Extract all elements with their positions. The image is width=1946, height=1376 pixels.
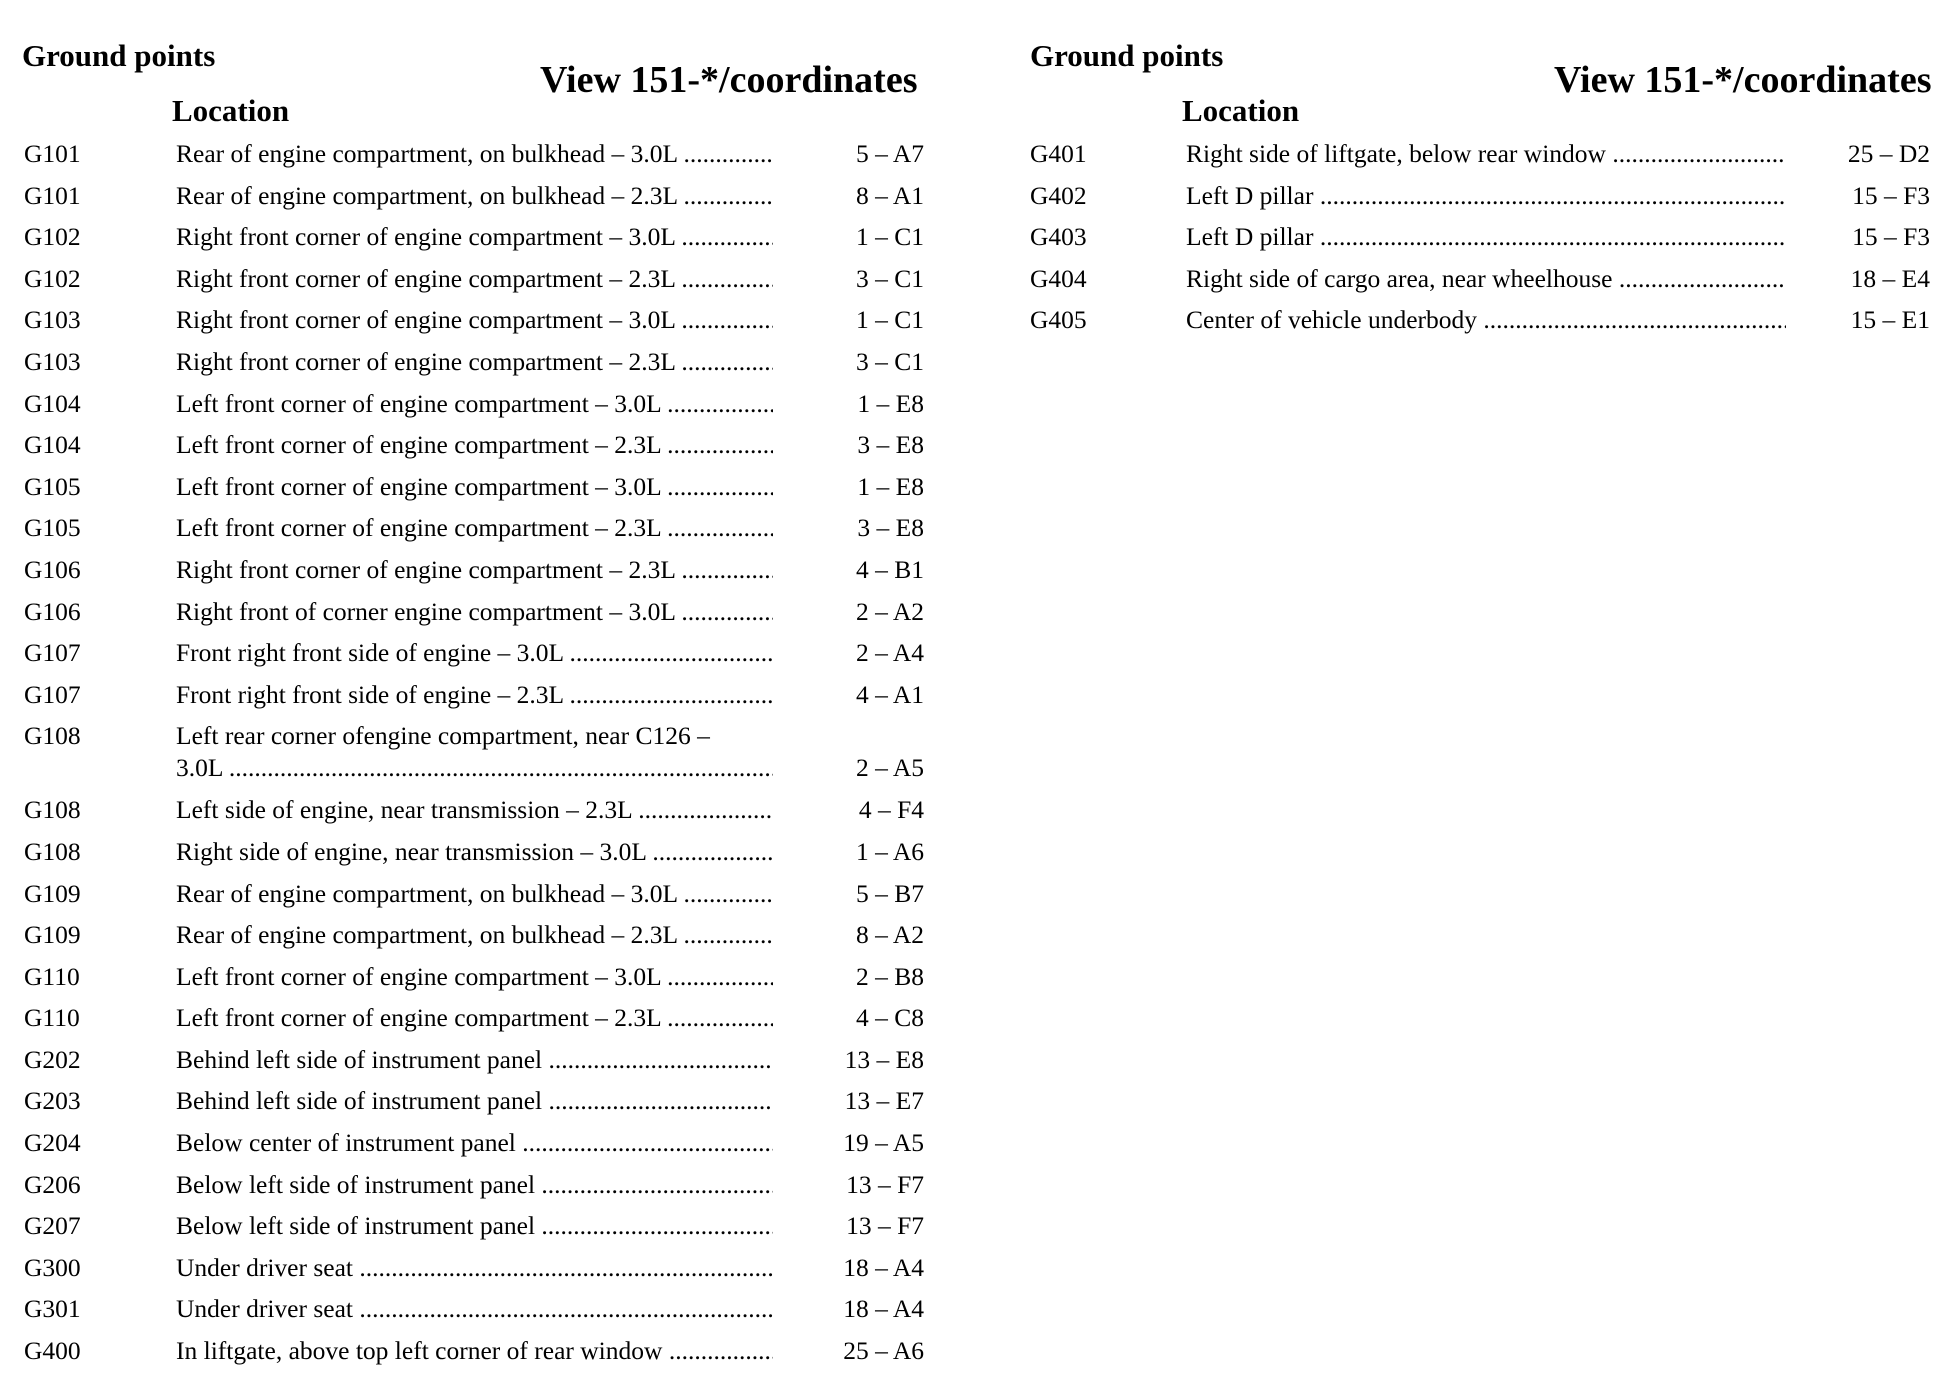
coordinate-value: 5 – B7 bbox=[855, 878, 924, 908]
ground-id: G103 bbox=[24, 346, 81, 376]
ground-id: G105 bbox=[24, 513, 81, 543]
ground-id: G401 bbox=[1030, 139, 1087, 168]
coordinate-value: 2 – B8 bbox=[855, 961, 924, 991]
table-row bbox=[0, 1164, 940, 1206]
table-row bbox=[0, 632, 940, 674]
location-heading: Location bbox=[1182, 93, 1300, 128]
ground-id: G108 bbox=[24, 795, 81, 825]
location-text: 3.0L ..... bbox=[176, 747, 773, 789]
location-text: Below left side of instrument panel ..... bbox=[176, 1205, 773, 1247]
ground-id: G109 bbox=[24, 878, 81, 908]
location-text: Left front corner of engine compartment – 2.3L ..... bbox=[176, 507, 773, 549]
location-text: Rear of engine compartment, on bulkhead – 3.0L ..... bbox=[176, 873, 773, 915]
location-text: Right side of liftgate, below rear window ..... bbox=[1186, 133, 1786, 175]
ground-id: G404 bbox=[1030, 263, 1087, 293]
table-row bbox=[0, 914, 940, 956]
ground-id: G102 bbox=[24, 222, 81, 252]
coordinate-value: 4 – A1 bbox=[855, 679, 924, 709]
location-text: Below center of instrument panel ..... bbox=[176, 1122, 773, 1164]
location-text: Left front corner of engine compartment – 3.0L ..... bbox=[176, 956, 773, 998]
table-row bbox=[0, 549, 940, 591]
location-text: Front right front side of engine – 3.0L ..... bbox=[176, 632, 773, 674]
ground-id: G109 bbox=[24, 920, 81, 950]
location-text: Right front corner of engine compartment – 2.3L ..... bbox=[176, 258, 773, 300]
coordinate-value: 3 – C1 bbox=[855, 263, 924, 293]
coordinate-value: 15 – E1 bbox=[1850, 305, 1930, 335]
coordinate-value: 18 – E4 bbox=[1850, 263, 1930, 293]
table-row bbox=[0, 956, 940, 998]
coordinate-value: 4 – C8 bbox=[855, 1003, 924, 1033]
ground-id: G207 bbox=[24, 1211, 81, 1241]
location-text: Rear of engine compartment, on bulkhead – 2.3L ..... bbox=[176, 914, 773, 956]
ground-id: G105 bbox=[24, 471, 81, 501]
table-row bbox=[0, 1288, 940, 1330]
coordinate-value: 8 – A1 bbox=[855, 180, 924, 210]
ground-points-heading: Ground points bbox=[22, 38, 216, 73]
table-row bbox=[0, 1330, 940, 1372]
table-row bbox=[0, 715, 940, 789]
coordinate-value: 4 – B1 bbox=[855, 554, 924, 584]
location-text: Right front corner of engine compartment – 3.0L ..... bbox=[176, 299, 773, 341]
table-row bbox=[0, 591, 940, 633]
ground-points-list bbox=[1006, 133, 1946, 341]
ground-id: G301 bbox=[24, 1294, 81, 1324]
table-row bbox=[0, 258, 940, 300]
table-row bbox=[1006, 133, 1946, 175]
coordinate-value: 1 – E8 bbox=[857, 388, 924, 418]
table-row bbox=[0, 997, 940, 1039]
ground-id: G106 bbox=[24, 554, 81, 584]
view-coordinates-heading: View 151-*/coordinates bbox=[1554, 59, 1932, 101]
location-text: Left side of engine, near transmission – 2.3L ..... bbox=[176, 789, 773, 831]
table-row bbox=[1006, 175, 1946, 217]
coordinate-value: 13 – F7 bbox=[846, 1211, 924, 1241]
location-text: Left front corner of engine compartment – 3.0L ..... bbox=[176, 466, 773, 508]
location-text: Left D pillar ..... bbox=[1186, 216, 1786, 258]
ground-id: G106 bbox=[24, 596, 81, 626]
table-row bbox=[0, 789, 940, 831]
ground-id: G104 bbox=[24, 388, 81, 418]
coordinate-value: 15 – F3 bbox=[1852, 222, 1930, 252]
location-text: Under driver seat ..... bbox=[176, 1288, 773, 1330]
ground-id: G101 bbox=[24, 180, 81, 210]
ground-id: G110 bbox=[24, 1003, 80, 1033]
table-row bbox=[0, 674, 940, 716]
coordinate-value: 2 – A5 bbox=[855, 753, 924, 783]
ground-id: G300 bbox=[24, 1252, 81, 1282]
location-text: Behind left side of instrument panel ..... bbox=[176, 1080, 773, 1122]
coordinate-value: 1 – A6 bbox=[855, 836, 924, 866]
table-row bbox=[0, 466, 940, 508]
coordinate-value: 25 – D2 bbox=[1847, 139, 1930, 168]
view-coordinates-heading: View 151-*/coordinates bbox=[540, 59, 918, 101]
coordinate-value: 19 – A5 bbox=[843, 1128, 924, 1158]
table-row bbox=[0, 831, 940, 873]
location-text: Left D pillar ..... bbox=[1186, 175, 1786, 217]
ground-id: G403 bbox=[1030, 222, 1087, 252]
location-text: Center of vehicle underbody ..... bbox=[1186, 299, 1786, 341]
coordinate-value: 3 – E8 bbox=[857, 430, 924, 460]
coordinate-value: 1 – C1 bbox=[855, 305, 924, 335]
ground-id: G102 bbox=[24, 263, 81, 293]
ground-id: G103 bbox=[24, 305, 81, 335]
coordinate-value: 18 – A4 bbox=[843, 1294, 924, 1324]
location-heading: Location bbox=[172, 93, 290, 128]
table-row bbox=[1006, 299, 1946, 341]
coordinate-value: 3 – C1 bbox=[855, 346, 924, 376]
ground-id: G202 bbox=[24, 1044, 81, 1074]
ground-id: G400 bbox=[24, 1336, 81, 1366]
coordinate-value: 15 – F3 bbox=[1852, 180, 1930, 210]
location-text: Right front corner of engine compartment – 2.3L ..... bbox=[176, 549, 773, 591]
coordinate-value: 25 – A6 bbox=[843, 1336, 924, 1366]
coordinate-value: 8 – A2 bbox=[855, 920, 924, 950]
table-row bbox=[0, 1080, 940, 1122]
location-text: Front right front side of engine – 2.3L ..... bbox=[176, 674, 773, 716]
table-row bbox=[0, 341, 940, 383]
ground-id: G104 bbox=[24, 430, 81, 460]
coordinate-value: 13 – F7 bbox=[846, 1169, 924, 1199]
table-row bbox=[0, 507, 940, 549]
ground-id: G101 bbox=[24, 139, 81, 168]
table-row bbox=[0, 1205, 940, 1247]
ground-id: G108 bbox=[24, 721, 81, 751]
ground-id: G108 bbox=[24, 836, 81, 866]
coordinate-value: 1 – E8 bbox=[857, 471, 924, 501]
table-row bbox=[1006, 258, 1946, 300]
coordinate-value: 2 – A2 bbox=[855, 596, 924, 626]
table-row bbox=[0, 424, 940, 466]
location-text: Rear of engine compartment, on bulkhead – 3.0L ..... bbox=[176, 133, 773, 175]
ground-id: G402 bbox=[1030, 180, 1087, 210]
ground-id: G107 bbox=[24, 679, 81, 709]
ground-points-list bbox=[0, 133, 940, 1372]
location-text-line1: Left rear corner ofengine compartment, near C126 – bbox=[176, 721, 710, 751]
coordinate-value: 18 – A4 bbox=[843, 1252, 924, 1282]
coordinate-value: 13 – E8 bbox=[844, 1044, 924, 1074]
location-text: Right front corner of engine compartment – 3.0L ..... bbox=[176, 216, 773, 258]
table-row bbox=[0, 383, 940, 425]
ground-id: G204 bbox=[24, 1128, 81, 1158]
ground-id: G203 bbox=[24, 1086, 81, 1116]
ground-id: G206 bbox=[24, 1169, 81, 1199]
coordinate-value: 3 – E8 bbox=[857, 513, 924, 543]
location-text: Behind left side of instrument panel ..... bbox=[176, 1039, 773, 1081]
table-row bbox=[0, 1247, 940, 1289]
location-text: Right side of cargo area, near wheelhouse ..... bbox=[1186, 258, 1786, 300]
ground-id: G107 bbox=[24, 638, 81, 668]
table-row bbox=[0, 1122, 940, 1164]
ground-points-heading: Ground points bbox=[1030, 38, 1224, 73]
location-text: Left front corner of engine compartment – 2.3L ..... bbox=[176, 997, 773, 1039]
location-text: Right front corner of engine compartment – 2.3L ..... bbox=[176, 341, 773, 383]
table-row bbox=[1006, 216, 1946, 258]
table-row bbox=[0, 175, 940, 217]
coordinate-value: 13 – E7 bbox=[844, 1086, 924, 1116]
location-text: Left front corner of engine compartment – 2.3L ..... bbox=[176, 424, 773, 466]
table-row bbox=[0, 1039, 940, 1081]
coordinate-value: 1 – C1 bbox=[855, 222, 924, 252]
table-row bbox=[0, 299, 940, 341]
location-text: Below left side of instrument panel ..... bbox=[176, 1164, 773, 1206]
coordinate-value: 2 – A4 bbox=[855, 638, 924, 668]
ground-id: G110 bbox=[24, 961, 80, 991]
coordinate-value: 5 – A7 bbox=[855, 139, 924, 168]
location-text: Right side of engine, near transmission – 3.0L ..... bbox=[176, 831, 773, 873]
table-row bbox=[0, 873, 940, 915]
table-row bbox=[0, 133, 940, 175]
location-text: Under driver seat ..... bbox=[176, 1247, 773, 1289]
location-text: Right front of corner engine compartment – 3.0L ..... bbox=[176, 591, 773, 633]
location-text: In liftgate, above top left corner of rear window ..... bbox=[176, 1330, 773, 1372]
ground-id: G405 bbox=[1030, 305, 1087, 335]
location-text: Left front corner of engine compartment – 3.0L ..... bbox=[176, 383, 773, 425]
coordinate-value: 4 – F4 bbox=[858, 795, 924, 825]
table-row bbox=[0, 216, 940, 258]
location-text: Rear of engine compartment, on bulkhead – 2.3L ..... bbox=[176, 175, 773, 217]
